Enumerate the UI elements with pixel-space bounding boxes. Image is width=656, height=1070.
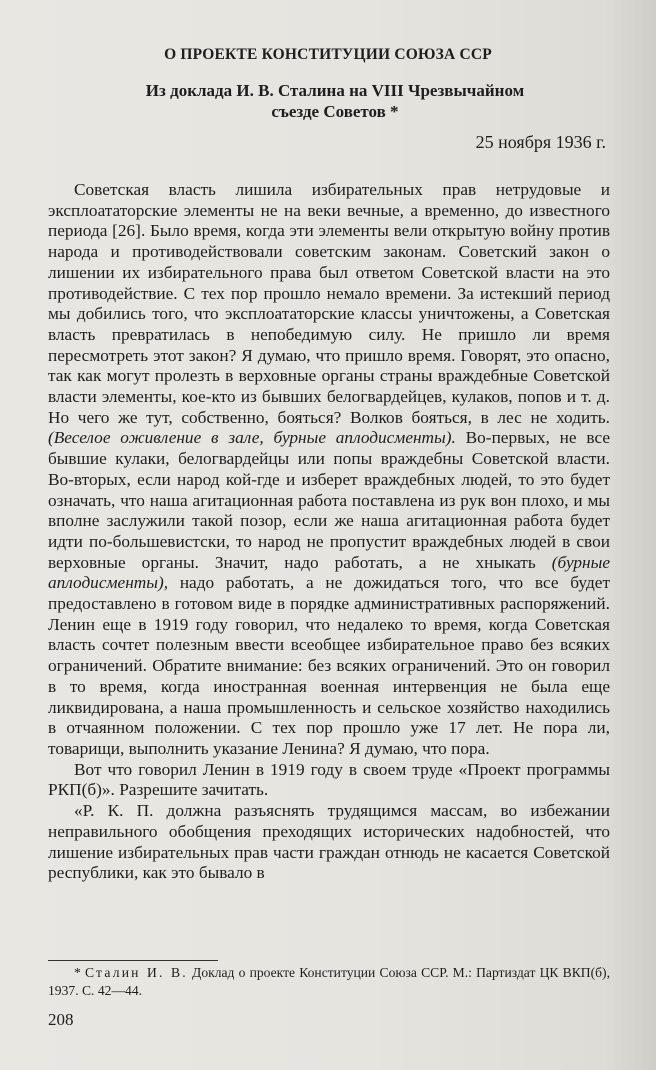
page-subtitle: [40, 80, 630, 122]
paragraph-1-part-b: Во-первых, не все бывшие кулаки, белогвардейцы или попы враждебны Советской власти. Во-вторых, если народ кой-где и изберет враждебных людей, то это будет означать, что наша агитационная работа поставлена из рук вон плохо, и мы вполне заслужили такой позор, если же наша агитационная работа будет идти по-большевистски, то народ не пропустит враждебных людей в свои верховные органы. Значит, надо работать, а не хныкать: [48, 428, 610, 572]
footnote-divider: [48, 960, 218, 961]
page-title: О ПРОЕКТЕ КОНСТИТУЦИИ СОЮЗА ССР: [164, 46, 492, 63]
page-number: 208: [48, 1010, 74, 1029]
subtitle-line-1: Из доклада И. В. Сталина на VIII Чрезвычайном: [145, 81, 525, 100]
footnote: [48, 964, 610, 999]
footnote-author: Сталин И. В.: [84, 965, 188, 980]
paragraph-3: «Р. К. П. должна разъяснять трудящимся массам, во избежании неправильного обобщения преходящих исторических надобностей, что лишение избирательных прав части граждан отнюдь не касается Советской республики, как это бывало в: [48, 801, 610, 883]
paragraph-1: [48, 180, 610, 760]
stage-remark-2: (бурные аплодисменты),: [48, 552, 610, 593]
speech-date: 25 ноября 1936 г.: [475, 132, 606, 152]
main-text: [48, 180, 610, 884]
paragraph-1-part-a: Советская власть лишила избирательных прав нетрудовые и эксплоататорские элементы не на веки вечные, а временно, до известного периода [26]. Было время, когда эти элементы вели открытую войну против народа и противодействовали советским законам. Советский закон о лишении их избирательного права был ответом Советской власти на это противодействие. С тех пор прошло немало времени. За истекший период мы добились того, что эксплоататорские классы уничтожены, а Советская власть превратилась в непобедимую силу. Не пришло ли время пересмотреть этот закон? Я думаю, что пришло время. Говорят, это опасно, так как могут пролезть в верховные органы страны враждебные Советской власти элементы, кое-кто из бывших белогвардейцев, кулаков, попов и т. д. Но чего же тут, собственно, бояться? Волков бояться, в лес не ходить.: [48, 180, 610, 427]
paragraph-1-part-c: надо работать, а не дожидаться того, что все будет предоставлено в готовом виде в порядке административных распоряжений. Ленин еще в 1919 году говорил, что недалеко то время, когда Советская власть сочтет полезным ввести всеобщее избирательное право без всяких ограничений. Обратите внимание: без всяких ограничений. Это он говорил в то время, когда иностранная военная интервенция не была еще ликвидирована, а наша промышленность и сельское хозяйство находились в отчаянном положении. С тех пор прошло уже 17 лет. Не пора ли, товарищи, выполнить указание Ленина? Я думаю, что пора.: [48, 573, 610, 758]
footnote-marker: *: [74, 965, 81, 980]
subtitle-line-2: съезде Советов *: [271, 102, 399, 121]
stage-remark-1: (Веселое оживление в зале, бурные аплодисменты).: [48, 428, 456, 448]
footnote-text: Доклад о проекте Конституции Союза ССР. М.: Партиздат ЦК ВКП(б), 1937. С. 42—44.: [48, 965, 610, 998]
paragraph-2: Вот что говорил Ленин в 1919 году в своем труде «Проект программы РКП(б)». Разрешите зачитать.: [48, 759, 610, 800]
